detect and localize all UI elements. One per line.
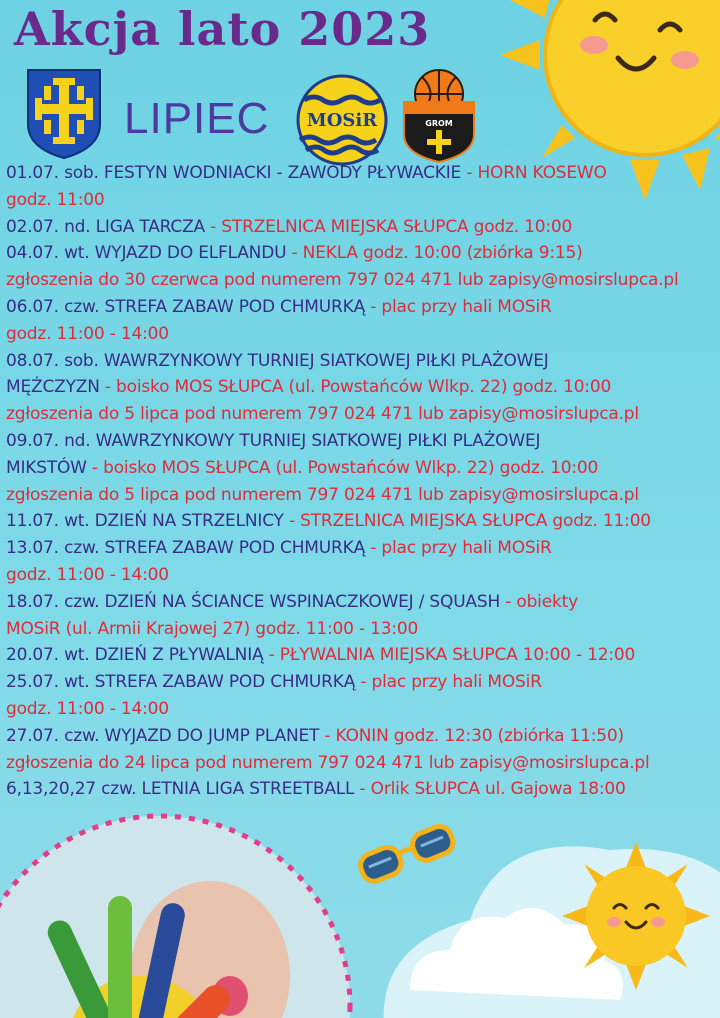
grom-logo-text: GROM <box>425 119 453 128</box>
schedule-line <box>6 669 716 696</box>
event-details: godz. 11:00 - 14:00 <box>6 698 169 719</box>
event-title: 20.07. wt. DZIEŃ Z PŁYWALNIĄ <box>6 645 269 666</box>
event-details: godz. 11:00 <box>6 189 105 210</box>
event-details: godz. 11:00 - 14:00 <box>6 564 169 585</box>
event-title: 11.07. wt. DZIEŃ NA STRZELNICY <box>6 511 289 532</box>
event-details: zgłoszenia do 5 lipca pod numerem 797 024 471 lub zapisy@mosirslupca.pl <box>6 484 639 505</box>
event-title: MIKSTÓW <box>6 457 92 478</box>
event-title: 13.07. czw. STREFA ZABAW POD CHMURKĄ <box>6 538 371 559</box>
event-title: 6,13,20,27 czw. LETNIA LIGA STREETBALL <box>6 779 360 800</box>
event-title: MĘŻCZYZN <box>6 377 105 398</box>
event-title: 27.07. czw. WYJAZD DO JUMP PLANET <box>6 725 325 746</box>
schedule-line <box>6 482 716 509</box>
schedule-line <box>6 723 716 750</box>
sunglasses-icon <box>352 812 460 892</box>
schedule-line <box>6 642 716 669</box>
event-details: - Orlik SŁUPCA ul. Gajowa 18:00 <box>359 779 626 800</box>
schedule-line <box>6 240 716 267</box>
event-title: 06.07. czw. STREFA ZABAW POD CHMURKĄ <box>6 296 371 317</box>
event-details: - PŁYWALNIA MIEJSKA SŁUPCA 10:00 - 12:00 <box>268 645 636 666</box>
event-title: 08.07. sob. WAWRZYNKOWY TURNIEJ SIATKOWEJ PIŁKI PLAŻOWEJ <box>6 350 549 371</box>
schedule-line <box>6 696 716 723</box>
schedule-line <box>6 214 716 241</box>
event-details: - obiekty <box>505 591 578 612</box>
event-details: - NEKLA godz. 10:00 (zbiórka 9:15) <box>291 243 583 264</box>
event-details: - STRZELNICA MIEJSKA SŁUPCA godz. 11:00 <box>288 511 651 532</box>
event-details: zgłoszenia do 30 czerwca pod numerem 797 024 471 lub zapisy@mosirslupca.pl <box>6 270 679 291</box>
schedule-line <box>6 428 716 455</box>
schedule-line <box>6 160 716 187</box>
event-details: zgłoszenia do 5 lipca pod numerem 797 024 471 lub zapisy@mosirslupca.pl <box>6 404 639 425</box>
page-title: Akcja lato 2023 <box>14 2 431 56</box>
schedule-line <box>6 750 716 777</box>
event-schedule <box>6 160 716 803</box>
month-label: LIPIEC <box>124 94 270 143</box>
schedule-line <box>6 616 716 643</box>
event-title: 02.07. nd. LIGA TARCZA <box>6 216 211 237</box>
sun-small-icon <box>562 842 710 990</box>
schedule-line <box>6 294 716 321</box>
event-details: - STRZELNICA MIEJSKA SŁUPCA godz. 10:00 <box>210 216 573 237</box>
event-title: 01.07. sob. FESTYN WODNIACKI - ZAWODY PŁYWACKIE <box>6 163 467 183</box>
event-title: 09.07. nd. WAWRZYNKOWY TURNIEJ SIATKOWEJ PIŁKI PLAŻOWEJ <box>6 430 541 451</box>
event-details: - plac przy hali MOSiR <box>370 538 552 559</box>
event-details: MOSiR (ul. Armii Krajowej 27) godz. 11:00 - 13:00 <box>6 618 419 639</box>
schedule-line <box>6 562 716 589</box>
event-title: 04.07. wt. WYJAZD DO ELFLANDU <box>6 243 292 264</box>
event-details: - KONIN godz. 12:30 (zbiórka 11:50) <box>324 725 624 746</box>
mosir-logo-text: MOSiR <box>306 110 378 131</box>
hand-painted-photo <box>0 806 360 1018</box>
event-details: - HORN KOSEWO <box>466 163 607 183</box>
event-details: godz. 11:00 - 14:00 <box>6 323 169 344</box>
event-title: 25.07. wt. STREFA ZABAW POD CHMURKĄ <box>6 672 361 693</box>
schedule-line <box>6 348 716 375</box>
event-details: zgłoszenia do 24 lipca pod numerem 797 024 471 lub zapisy@mosirslupca.pl <box>6 752 650 773</box>
schedule-line <box>6 267 716 294</box>
schedule-line <box>6 374 716 401</box>
event-details: - boisko MOS SŁUPCA (ul. Powstańców Wlkp. 22) godz. 10:00 <box>92 457 599 478</box>
schedule-line <box>6 589 716 616</box>
schedule-line <box>6 508 716 535</box>
schedule-line <box>6 187 716 214</box>
schedule-line <box>6 455 716 482</box>
event-details: - plac przy hali MOSiR <box>370 296 552 317</box>
mosir-logo-icon <box>296 74 388 166</box>
coat-of-arms-icon <box>26 68 102 160</box>
event-details: - boisko MOS SŁUPCA (ul. Powstańców Wlkp. 22) godz. 10:00 <box>104 377 612 398</box>
schedule-line <box>6 401 716 428</box>
schedule-line <box>6 535 716 562</box>
schedule-line <box>6 321 716 348</box>
grom-basketball-logo-icon <box>398 64 480 164</box>
event-details: - plac przy hali MOSiR <box>360 672 542 693</box>
event-title: 18.07. czw. DZIEŃ NA ŚCIANCE WSPINACZKOWEJ / SQUASH <box>6 591 506 612</box>
